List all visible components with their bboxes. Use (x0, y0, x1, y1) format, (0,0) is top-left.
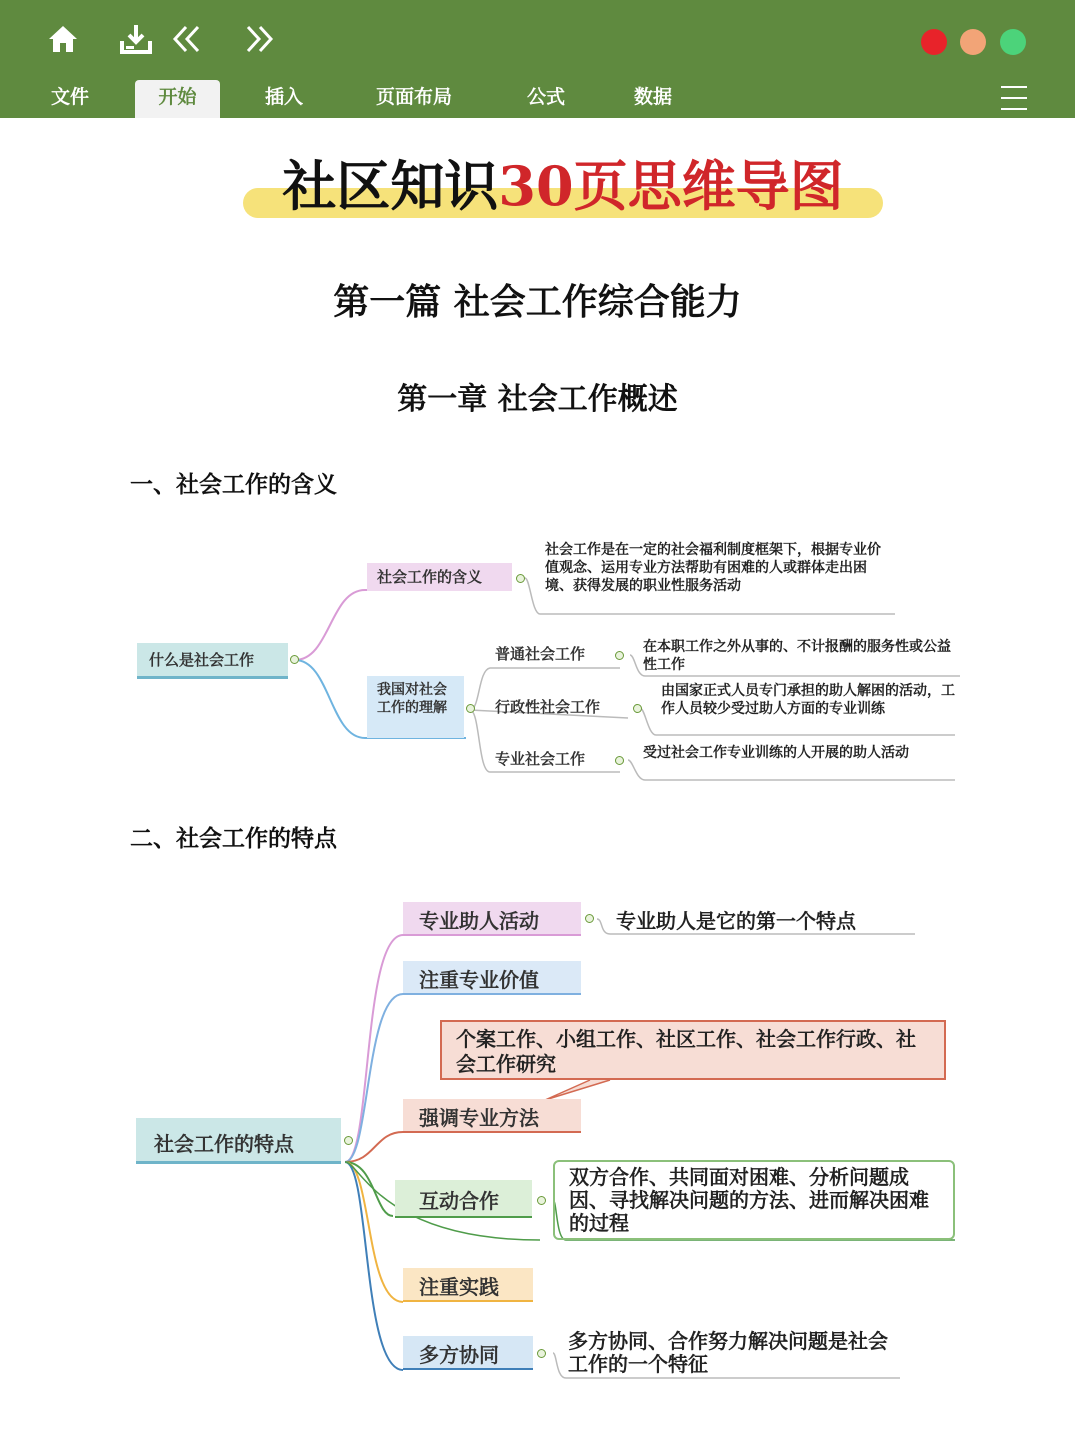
node-practice-oriented[interactable]: 注重实践 (403, 1268, 533, 1302)
collapse-dot[interactable] (466, 704, 475, 713)
node-administrative-social-work[interactable]: 行政性社会工作 (495, 698, 601, 716)
desc-professional-social-work: 受过社会工作专业训练的人开展的助人活动 (643, 745, 909, 761)
root-node-what-is-social-work[interactable]: 什么是社会工作 (137, 643, 288, 679)
desc-ordinary-social-work: 在本职工作之外从事的、不计报酬的服务性或公益性工作 (643, 639, 951, 673)
root-node-social-work-features[interactable]: 社会工作的特点 (136, 1118, 341, 1164)
node-ordinary-social-work[interactable]: 普通社会工作 (495, 645, 586, 663)
collapse-dot[interactable] (537, 1196, 546, 1205)
node-interactive-cooperation[interactable]: 互动合作 (395, 1180, 532, 1218)
collapse-dot[interactable] (290, 655, 299, 664)
part-title: 第一篇 社会工作综合能力 (333, 282, 742, 323)
node-professional-social-work[interactable]: 专业社会工作 (495, 750, 586, 768)
desc-social-work-meaning: 社会工作是在一定的社会福利制度框架下，根据专业价值观念、运用专业方法帮助有困难的人或群体走出困境、获得发展的职业性服务活动 (545, 542, 881, 594)
collapse-dot[interactable] (615, 756, 624, 765)
collapse-dot[interactable] (615, 651, 624, 660)
desc-administrative-social-work: 由国家正式人员专门承担的助人解困的活动，工作人员较少受过助人方面的专业训练 (661, 683, 955, 717)
menu-data[interactable]: 数据 (633, 86, 672, 108)
node-professional-values[interactable]: 注重专业价值 (403, 961, 581, 995)
desc-interactive-cooperation: 双方合作、共同面对困难、分析问题成因、寻找解决问题的方法、进而解决困难的过程 (553, 1160, 955, 1240)
menu-formula[interactable]: 公式 (526, 86, 565, 108)
node-professional-helping[interactable]: 专业助人活动 (403, 902, 581, 936)
desc-professional-helping: 专业助人是它的第一个特点 (616, 909, 856, 933)
menu-insert[interactable]: 插入 (264, 86, 303, 108)
node-multi-party-collaboration[interactable]: 多方协同 (403, 1336, 533, 1370)
collapse-dot[interactable] (585, 914, 594, 923)
desc-multi-party-collaboration: 多方协同、合作努力解决问题是社会工作的一个特征 (568, 1329, 888, 1376)
collapse-dot[interactable] (633, 704, 642, 713)
menu-file[interactable]: 文件 (50, 86, 89, 108)
menu-home[interactable]: 开始 (135, 80, 220, 118)
node-professional-methods[interactable]: 强调专业方法 (403, 1099, 581, 1133)
section-heading-1: 一、社会工作的含义 (130, 472, 337, 498)
title-black-part: 社区知识 (282, 154, 499, 218)
desc-professional-methods: 个案工作、小组工作、社区工作、社会工作行政、社会工作研究 (440, 1020, 946, 1080)
menu-page-layout[interactable]: 页面布局 (375, 86, 452, 108)
collapse-dot[interactable] (537, 1349, 546, 1358)
node-china-understanding[interactable]: 我国对社会工作的理解 (367, 676, 464, 738)
title-red-part: 30页思维导图 (498, 154, 844, 218)
collapse-dot[interactable] (344, 1136, 353, 1145)
node-social-work-meaning[interactable]: 社会工作的含义 (367, 563, 512, 591)
section-heading-2: 二、社会工作的特点 (130, 826, 337, 852)
collapse-dot[interactable] (516, 574, 525, 583)
chapter-title: 第一章 社会工作概述 (397, 382, 678, 417)
